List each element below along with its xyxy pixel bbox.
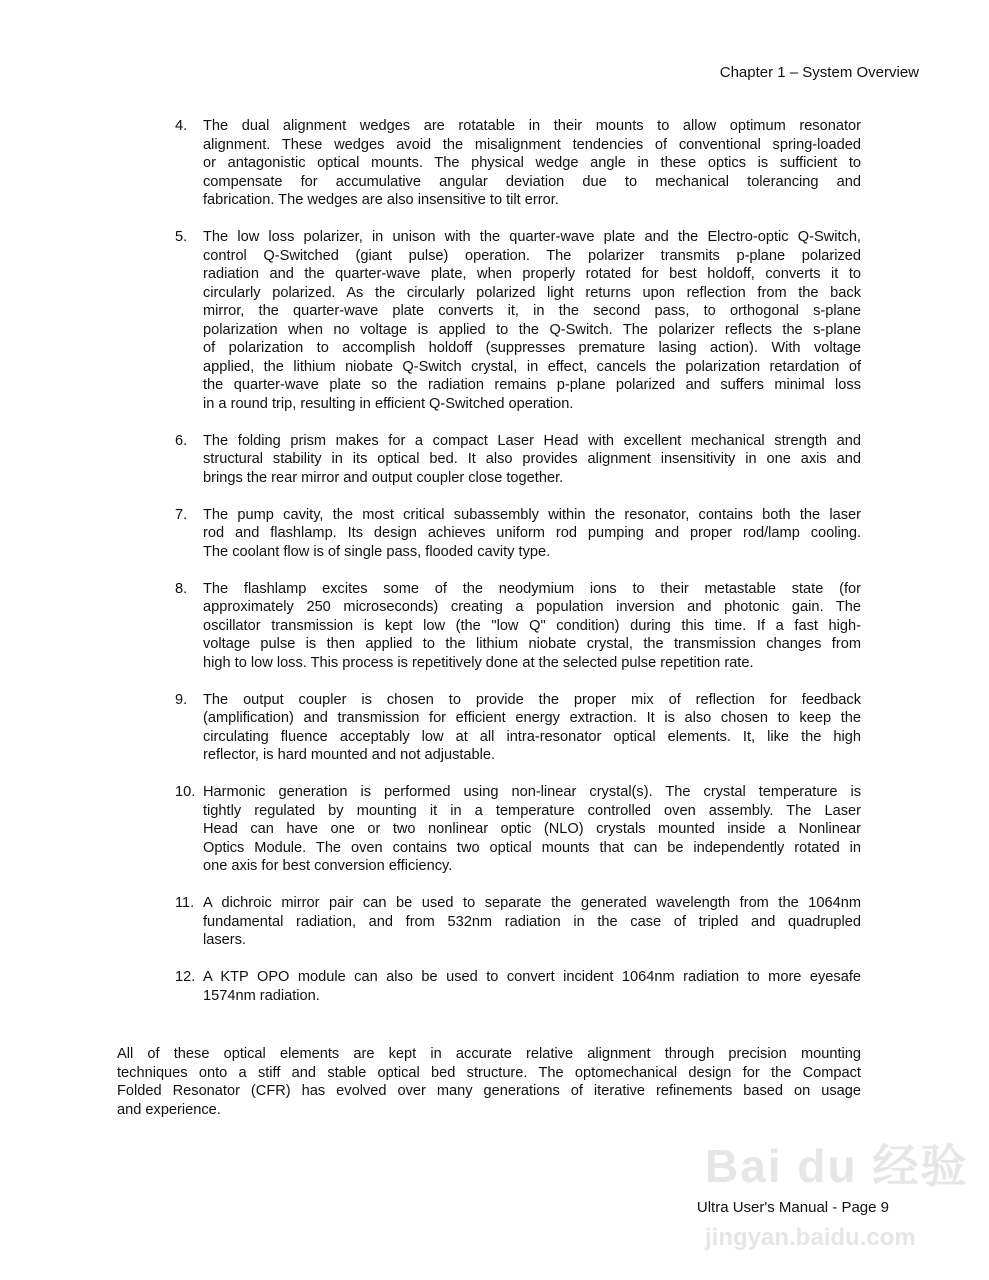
- page-footer: Ultra User's Manual - Page 9: [696, 1199, 889, 1216]
- text-line: Harmonic generation is performed using non-linear crystal(s). The crystal temperature is: [203, 784, 861, 800]
- text-line: 1574nm radiation.: [203, 987, 320, 1004]
- list-number: 6.: [175, 432, 188, 449]
- text-line: voltage pulse is then applied to the lithium niobate crystal, the transmission changes from: [203, 636, 861, 652]
- text-line: and experience.: [117, 1101, 221, 1118]
- list-item: [175, 228, 861, 413]
- list-item: [175, 580, 861, 673]
- text-line: All of these optical elements are kept in accurate relative alignment through precision mounting: [117, 1046, 861, 1062]
- text-line: (amplification) and transmission for efficient energy extraction. It is also chosen to keep the: [203, 710, 861, 726]
- text-line: oscillator transmission is kept low (the "low Q" condition) during this time. If a fast high-: [203, 617, 861, 634]
- text-line: rod and flashlamp. Its design achieves uniform rod pumping and proper rod/lamp cooling.: [203, 525, 861, 541]
- text-line: approximately 250 microseconds) creating a population inversion and photonic gain. The: [203, 599, 861, 615]
- text-line: structural stability in its optical bed. It also provides alignment insensitivity in one axis and: [203, 451, 861, 467]
- text-line: radiation and the quarter-wave plate, when properly rotated for best holdoff, converts it to: [203, 266, 861, 282]
- text-line: polarization when no voltage is applied to the Q-Switch. The polarizer reflects the s-plane: [203, 321, 861, 338]
- list-item: [175, 783, 861, 876]
- list-item-text: [203, 580, 861, 673]
- text-line: Optics Module. The oven contains two optical mounts that can be independently rotated in: [203, 839, 861, 856]
- chapter-header: Chapter 1 – System Overview: [719, 64, 919, 81]
- list-item-text: [203, 432, 861, 488]
- list-item-text: [203, 506, 861, 562]
- text-line: or antagonistic optical mounts. The physical wedge angle in these optics is sufficient to: [203, 155, 861, 171]
- text-line: The folding prism makes for a compact Laser Head with excellent mechanical strength and: [203, 432, 861, 449]
- list-item: [175, 117, 861, 210]
- list-item: [175, 968, 861, 1005]
- watermark-url: jingyan.baidu.com: [705, 1224, 916, 1251]
- text-line: mirror, the quarter-wave plate converts it, in the second pass, to orthogonal s-plane: [203, 303, 861, 319]
- text-line: The coolant flow is of single pass, flooded cavity type.: [203, 543, 551, 560]
- list-item: [175, 691, 861, 765]
- text-line: circularly polarized. As the circularly polarized light returns upon reflection from the back: [203, 284, 861, 301]
- numbered-list: [175, 117, 861, 1024]
- list-number: 11.: [175, 895, 195, 911]
- list-item: [175, 894, 861, 950]
- text-line: compensate for accumulative angular deviation due to mechanical tolerancing and: [203, 173, 861, 190]
- text-line: The dual alignment wedges are rotatable in their mounts to allow optimum resonator: [203, 118, 861, 134]
- text-line: one axis for best conversion efficiency.: [203, 858, 453, 874]
- text-line: of polarization to accomplish holdoff (suppresses premature lasing action). With voltage: [203, 340, 861, 356]
- list-number: 10.: [175, 784, 196, 800]
- text-line: circulating fluence acceptably low at all intra-resonator optical elements. It, like the high: [203, 728, 861, 745]
- list-number: 9.: [175, 691, 188, 708]
- watermark-brand: Bai du 经验: [705, 1140, 969, 1192]
- text-line: The flashlamp excites some of the neodymium ions to their metastable state (for: [203, 580, 861, 597]
- text-line: in a round trip, resulting in efficient Q-Switched operation.: [203, 395, 574, 412]
- text-line: The low loss polarizer, in unison with the quarter-wave plate and the Electro-optic Q-Switch,: [203, 229, 861, 245]
- text-line: The output coupler is chosen to provide the proper mix of reflection for feedback: [203, 691, 861, 708]
- closing-paragraph: [117, 1045, 861, 1119]
- list-item: [175, 506, 861, 562]
- text-line: A KTP OPO module can also be used to convert incident 1064nm radiation to more eyesafe: [203, 969, 861, 985]
- list-number: 4.: [175, 118, 188, 134]
- text-line: control Q-Switched (giant pulse) operation. The polarizer transmits p-plane polarized: [203, 247, 861, 264]
- text-line: fundamental radiation, and from 532nm radiation in the case of tripled and quadrupled: [203, 913, 861, 930]
- text-line: applied, the lithium niobate Q-Switch crystal, in effect, cancels the polarization retardation of: [203, 358, 861, 375]
- text-line: tightly regulated by mounting it in a temperature controlled oven assembly. The Laser: [203, 802, 861, 819]
- list-item-text: [203, 894, 861, 950]
- text-line: alignment. These wedges avoid the misalignment tendencies of conventional spring-loaded: [203, 136, 861, 153]
- list-number: 12.: [175, 969, 196, 985]
- text-line: reflector, is hard mounted and not adjustable.: [203, 747, 496, 763]
- list-number: 5.: [175, 229, 188, 245]
- text-line: high to low loss. This process is repetitively done at the selected pulse repetition rate.: [203, 654, 754, 671]
- text-line: brings the rear mirror and output coupler close together.: [203, 469, 564, 486]
- list-item: [175, 432, 861, 488]
- text-line: techniques onto a stiff and stable optical bed structure. The optomechanical design for the Compact: [117, 1064, 861, 1081]
- list-item-text: [203, 783, 861, 876]
- text-line: the quarter-wave plate so the radiation remains p-plane polarized and suffers minimal loss: [203, 377, 861, 393]
- list-number: 8.: [175, 580, 188, 597]
- list-item-text: [203, 968, 861, 1005]
- list-item-text: [203, 691, 861, 765]
- text-line: fabrication. The wedges are also insensitive to tilt error.: [203, 192, 559, 208]
- text-line: lasers.: [203, 932, 246, 948]
- text-line: The pump cavity, the most critical subassembly within the resonator, contains both the laser: [203, 506, 861, 523]
- list-item-text: [203, 228, 861, 413]
- text-line: Folded Resonator (CFR) has evolved over many generations of iterative refinements based on usage: [117, 1083, 861, 1099]
- text-line: A dichroic mirror pair can be used to separate the generated wavelength from the 1064nm: [203, 895, 861, 911]
- text-line: Head can have one or two nonlinear optic (NLO) crystals mounted inside a Nonlinear: [203, 821, 861, 837]
- list-number: 7.: [175, 506, 188, 523]
- list-item-text: [203, 117, 861, 210]
